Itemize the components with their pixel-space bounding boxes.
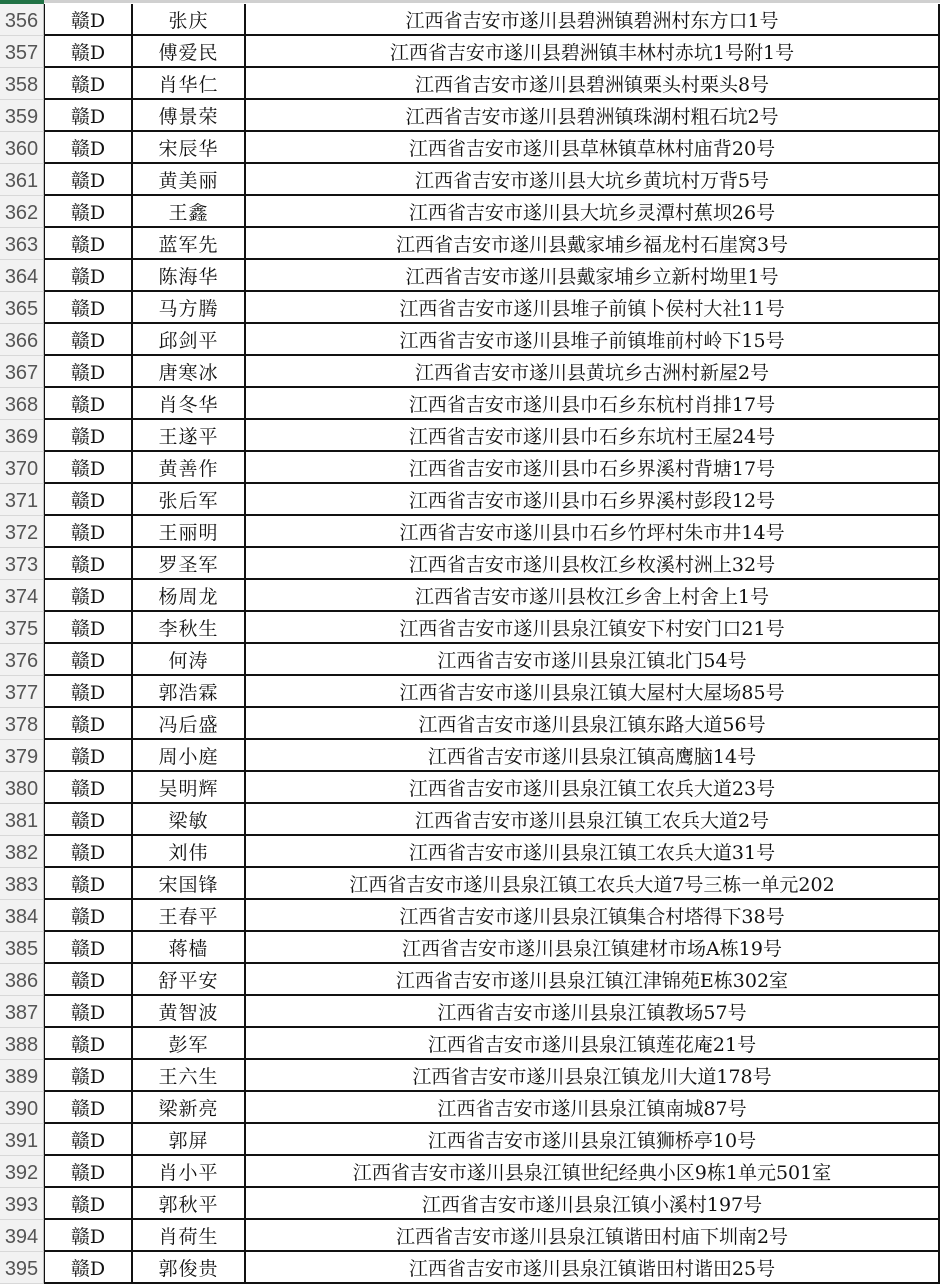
cell-address[interactable]: 江西省吉安市遂川县泉江镇江津锦苑E栋302室 (246, 964, 940, 996)
row-header[interactable]: 375 (0, 612, 44, 644)
cell-name[interactable]: 肖荷生 (133, 1220, 246, 1252)
row-header[interactable]: 394 (0, 1220, 44, 1252)
table-row (0, 868, 940, 900)
table-row (0, 900, 940, 932)
row-header[interactable]: 361 (0, 164, 44, 196)
cell-address[interactable]: 江西省吉安市遂川县大坑乡黄坑村万背5号 (246, 164, 940, 196)
table-row (0, 1188, 940, 1220)
cell-name[interactable]: 傅景荣 (133, 100, 246, 132)
cell-plate-prefix[interactable]: 赣D (44, 1092, 133, 1124)
cell-plate-prefix[interactable]: 赣D (44, 708, 133, 740)
row-header[interactable]: 389 (0, 1060, 44, 1092)
row-header[interactable]: 379 (0, 740, 44, 772)
cell-name[interactable]: 罗圣军 (133, 548, 246, 580)
cell-address[interactable]: 江西省吉安市遂川县泉江镇狮桥亭10号 (246, 1124, 940, 1156)
row-header[interactable]: 378 (0, 708, 44, 740)
cell-address[interactable]: 江西省吉安市遂川县碧洲镇栗头村栗头8号 (246, 68, 940, 100)
cell-name[interactable]: 李秋生 (133, 612, 246, 644)
cell-plate-prefix[interactable]: 赣D (44, 740, 133, 772)
cell-address[interactable]: 江西省吉安市遂川县戴家埔乡福龙村石崖窝3号 (246, 228, 940, 260)
row-header[interactable]: 392 (0, 1156, 44, 1188)
cell-name[interactable]: 张庆 (133, 4, 246, 36)
row-header[interactable]: 390 (0, 1092, 44, 1124)
cell-plate-prefix[interactable]: 赣D (44, 1252, 133, 1284)
table-row (0, 260, 940, 292)
cell-address[interactable]: 江西省吉安市遂川县泉江镇大屋村大屋场85号 (246, 676, 940, 708)
cell-plate-prefix[interactable]: 赣D (44, 452, 133, 484)
cell-address[interactable]: 江西省吉安市遂川县巾石乡竹坪村朱市井14号 (246, 516, 940, 548)
row-header[interactable]: 363 (0, 228, 44, 260)
cell-plate-prefix[interactable]: 赣D (44, 580, 133, 612)
row-header[interactable]: 358 (0, 68, 44, 100)
cell-address[interactable]: 江西省吉安市遂川县泉江镇谐田村庙下圳南2号 (246, 1220, 940, 1252)
table-row (0, 964, 940, 996)
cell-plate-prefix[interactable]: 赣D (44, 164, 133, 196)
cell-name[interactable]: 郭浩霖 (133, 676, 246, 708)
cell-plate-prefix[interactable]: 赣D (44, 804, 133, 836)
table-row (0, 580, 940, 612)
table-row (0, 676, 940, 708)
row-header[interactable]: 370 (0, 452, 44, 484)
cell-name[interactable]: 郭秋平 (133, 1188, 246, 1220)
cell-address[interactable]: 江西省吉安市遂川县巾石乡东坑村王屋24号 (246, 420, 940, 452)
cell-address[interactable]: 江西省吉安市遂川县泉江镇安下村安门口21号 (246, 612, 940, 644)
table-row (0, 36, 940, 68)
row-header[interactable]: 383 (0, 868, 44, 900)
table-row (0, 324, 940, 356)
cell-name[interactable]: 梁新亮 (133, 1092, 246, 1124)
cell-address[interactable]: 江西省吉安市遂川县巾石乡东杭村肖排17号 (246, 388, 940, 420)
cell-address[interactable]: 江西省吉安市遂川县泉江镇莲花庵21号 (246, 1028, 940, 1060)
row-header[interactable]: 377 (0, 676, 44, 708)
cell-plate-prefix[interactable]: 赣D (44, 1028, 133, 1060)
row-header[interactable]: 393 (0, 1188, 44, 1220)
cell-plate-prefix[interactable]: 赣D (44, 388, 133, 420)
cell-plate-prefix[interactable]: 赣D (44, 356, 133, 388)
cell-name[interactable]: 蒋樯 (133, 932, 246, 964)
cell-address[interactable]: 江西省吉安市遂川县泉江镇龙川大道178号 (246, 1060, 940, 1092)
cell-name[interactable]: 王丽明 (133, 516, 246, 548)
table-row (0, 420, 940, 452)
cell-plate-prefix[interactable]: 赣D (44, 1156, 133, 1188)
cell-plate-prefix[interactable]: 赣D (44, 900, 133, 932)
cell-name[interactable]: 杨周龙 (133, 580, 246, 612)
cell-address[interactable]: 江西省吉安市遂川县泉江镇集合村塔得下38号 (246, 900, 940, 932)
row-header[interactable]: 360 (0, 132, 44, 164)
cell-address[interactable]: 江西省吉安市遂川县泉江镇工农兵大道23号 (246, 772, 940, 804)
cell-address[interactable]: 江西省吉安市遂川县巾石乡界溪村背塘17号 (246, 452, 940, 484)
table-row (0, 68, 940, 100)
cell-name[interactable]: 宋国锋 (133, 868, 246, 900)
cell-address[interactable]: 江西省吉安市遂川县泉江镇工农兵大道7号三栋一单元202 (246, 868, 940, 900)
cell-address[interactable]: 江西省吉安市遂川县堆子前镇卜侯村大社11号 (246, 292, 940, 324)
column-header-bar[interactable] (44, 0, 940, 3)
table-row (0, 1124, 940, 1156)
row-header[interactable]: 385 (0, 932, 44, 964)
cell-name[interactable]: 王春平 (133, 900, 246, 932)
row-header[interactable]: 384 (0, 900, 44, 932)
spreadsheet-grid (0, 4, 940, 1284)
cell-plate-prefix[interactable]: 赣D (44, 612, 133, 644)
row-header[interactable]: 366 (0, 324, 44, 356)
row-header[interactable]: 372 (0, 516, 44, 548)
table-row (0, 452, 940, 484)
cell-plate-prefix[interactable]: 赣D (44, 772, 133, 804)
table-row (0, 804, 940, 836)
table-row (0, 164, 940, 196)
table-row (0, 100, 940, 132)
cell-address[interactable]: 江西省吉安市遂川县碧洲镇珠湖村粗石坑2号 (246, 100, 940, 132)
row-header[interactable]: 382 (0, 836, 44, 868)
row-header[interactable]: 388 (0, 1028, 44, 1060)
cell-name[interactable]: 梁敏 (133, 804, 246, 836)
row-header[interactable]: 364 (0, 260, 44, 292)
cell-plate-prefix[interactable]: 赣D (44, 644, 133, 676)
cell-address[interactable]: 江西省吉安市遂川县堆子前镇堆前村岭下15号 (246, 324, 940, 356)
table-row (0, 1092, 940, 1124)
row-header[interactable]: 386 (0, 964, 44, 996)
table-row (0, 1252, 940, 1284)
cell-plate-prefix[interactable]: 赣D (44, 996, 133, 1028)
cell-plate-prefix[interactable]: 赣D (44, 132, 133, 164)
cell-name[interactable]: 冯后盛 (133, 708, 246, 740)
row-header[interactable]: 356 (0, 4, 44, 36)
cell-plate-prefix[interactable]: 赣D (44, 1060, 133, 1092)
row-header[interactable]: 357 (0, 36, 44, 68)
cell-name[interactable]: 邱剑平 (133, 324, 246, 356)
cell-name[interactable]: 何涛 (133, 644, 246, 676)
cell-name[interactable]: 陈海华 (133, 260, 246, 292)
table-row (0, 996, 940, 1028)
cell-name[interactable]: 傅爱民 (133, 36, 246, 68)
row-header[interactable]: 368 (0, 388, 44, 420)
row-header[interactable]: 365 (0, 292, 44, 324)
table-row (0, 772, 940, 804)
cell-plate-prefix[interactable]: 赣D (44, 516, 133, 548)
cell-address[interactable]: 江西省吉安市遂川县草林镇草林村庙背20号 (246, 132, 940, 164)
cell-name[interactable]: 马方腾 (133, 292, 246, 324)
table-row (0, 1220, 940, 1252)
cell-address[interactable]: 江西省吉安市遂川县戴家埔乡立新村坳里1号 (246, 260, 940, 292)
cell-plate-prefix[interactable]: 赣D (44, 1220, 133, 1252)
cell-name[interactable]: 王六生 (133, 1060, 246, 1092)
row-header[interactable]: 391 (0, 1124, 44, 1156)
table-row (0, 132, 940, 164)
cell-plate-prefix[interactable]: 赣D (44, 324, 133, 356)
row-header[interactable]: 395 (0, 1252, 44, 1284)
table-row (0, 388, 940, 420)
cell-name[interactable]: 舒平安 (133, 964, 246, 996)
table-row (0, 836, 940, 868)
cell-name[interactable]: 宋辰华 (133, 132, 246, 164)
cell-plate-prefix[interactable]: 赣D (44, 228, 133, 260)
cell-plate-prefix[interactable]: 赣D (44, 4, 133, 36)
cell-plate-prefix[interactable]: 赣D (44, 36, 133, 68)
table-row (0, 292, 940, 324)
cell-plate-prefix[interactable]: 赣D (44, 868, 133, 900)
cell-name[interactable]: 刘伟 (133, 836, 246, 868)
table-row (0, 196, 940, 228)
cell-plate-prefix[interactable]: 赣D (44, 420, 133, 452)
cell-name[interactable]: 王鑫 (133, 196, 246, 228)
table-row (0, 1028, 940, 1060)
cell-name[interactable]: 黄智波 (133, 996, 246, 1028)
cell-name[interactable]: 肖小平 (133, 1156, 246, 1188)
cell-address[interactable]: 江西省吉安市遂川县枚江乡舍上村舍上1号 (246, 580, 940, 612)
cell-name[interactable]: 唐寒冰 (133, 356, 246, 388)
cell-name[interactable]: 黄善作 (133, 452, 246, 484)
cell-address[interactable]: 江西省吉安市遂川县碧洲镇丰林村赤坑1号附1号 (246, 36, 940, 68)
cell-name[interactable]: 郭屏 (133, 1124, 246, 1156)
row-header[interactable]: 376 (0, 644, 44, 676)
table-row (0, 1060, 940, 1092)
table-row (0, 4, 940, 36)
table-row (0, 484, 940, 516)
cell-plate-prefix[interactable]: 赣D (44, 836, 133, 868)
cell-plate-prefix[interactable]: 赣D (44, 1124, 133, 1156)
cell-plate-prefix[interactable]: 赣D (44, 196, 133, 228)
cell-address[interactable]: 江西省吉安市遂川县泉江镇工农兵大道31号 (246, 836, 940, 868)
cell-address[interactable]: 江西省吉安市遂川县巾石乡界溪村彭段12号 (246, 484, 940, 516)
cell-name[interactable]: 张后军 (133, 484, 246, 516)
cell-plate-prefix[interactable]: 赣D (44, 964, 133, 996)
table-row (0, 932, 940, 964)
table-row (0, 228, 940, 260)
cell-address[interactable]: 江西省吉安市遂川县泉江镇小溪村197号 (246, 1188, 940, 1220)
table-row (0, 516, 940, 548)
cell-address[interactable]: 江西省吉安市遂川县泉江镇北门54号 (246, 644, 940, 676)
table-row (0, 356, 940, 388)
cell-address[interactable]: 江西省吉安市遂川县泉江镇教场57号 (246, 996, 940, 1028)
row-header[interactable]: 373 (0, 548, 44, 580)
table-row (0, 612, 940, 644)
cell-address[interactable]: 江西省吉安市遂川县黄坑乡古洲村新屋2号 (246, 356, 940, 388)
row-header[interactable]: 387 (0, 996, 44, 1028)
table-row (0, 1156, 940, 1188)
cell-address[interactable]: 江西省吉安市遂川县泉江镇世纪经典小区9栋1单元501室 (246, 1156, 940, 1188)
cell-plate-prefix[interactable]: 赣D (44, 1188, 133, 1220)
cell-plate-prefix[interactable]: 赣D (44, 676, 133, 708)
row-header[interactable]: 374 (0, 580, 44, 612)
cell-plate-prefix[interactable]: 赣D (44, 68, 133, 100)
row-header[interactable]: 380 (0, 772, 44, 804)
cell-address[interactable]: 江西省吉安市遂川县大坑乡灵潭村蕉坝26号 (246, 196, 940, 228)
cell-address[interactable]: 江西省吉安市遂川县泉江镇谐田村谐田25号 (246, 1252, 940, 1284)
cell-address[interactable]: 江西省吉安市遂川县枚江乡枚溪村洲上32号 (246, 548, 940, 580)
cell-name[interactable]: 郭俊贵 (133, 1252, 246, 1284)
cell-name[interactable]: 吴明辉 (133, 772, 246, 804)
cell-plate-prefix[interactable]: 赣D (44, 548, 133, 580)
row-header[interactable]: 362 (0, 196, 44, 228)
cell-address[interactable]: 江西省吉安市遂川县碧洲镇碧洲村东方口1号 (246, 4, 940, 36)
cell-address[interactable]: 江西省吉安市遂川县泉江镇高鹰脑14号 (246, 740, 940, 772)
cell-address[interactable]: 江西省吉安市遂川县泉江镇建材市场A栋19号 (246, 932, 940, 964)
cell-plate-prefix[interactable]: 赣D (44, 484, 133, 516)
cell-name[interactable]: 黄美丽 (133, 164, 246, 196)
cell-address[interactable]: 江西省吉安市遂川县泉江镇南城87号 (246, 1092, 940, 1124)
cell-name[interactable]: 蓝军先 (133, 228, 246, 260)
row-header[interactable]: 371 (0, 484, 44, 516)
cell-name[interactable]: 周小庭 (133, 740, 246, 772)
row-header[interactable]: 381 (0, 804, 44, 836)
cell-name[interactable]: 肖冬华 (133, 388, 246, 420)
cell-plate-prefix[interactable]: 赣D (44, 260, 133, 292)
table-row (0, 548, 940, 580)
cell-plate-prefix[interactable]: 赣D (44, 932, 133, 964)
cell-plate-prefix[interactable]: 赣D (44, 100, 133, 132)
cell-address[interactable]: 江西省吉安市遂川县泉江镇东路大道56号 (246, 708, 940, 740)
cell-address[interactable]: 江西省吉安市遂川县泉江镇工农兵大道2号 (246, 804, 940, 836)
row-header[interactable]: 367 (0, 356, 44, 388)
table-row (0, 708, 940, 740)
table-row (0, 644, 940, 676)
row-header[interactable]: 359 (0, 100, 44, 132)
cell-name[interactable]: 彭军 (133, 1028, 246, 1060)
cell-name[interactable]: 王遂平 (133, 420, 246, 452)
table-row (0, 740, 940, 772)
cell-name[interactable]: 肖华仁 (133, 68, 246, 100)
cell-plate-prefix[interactable]: 赣D (44, 292, 133, 324)
row-header[interactable]: 369 (0, 420, 44, 452)
